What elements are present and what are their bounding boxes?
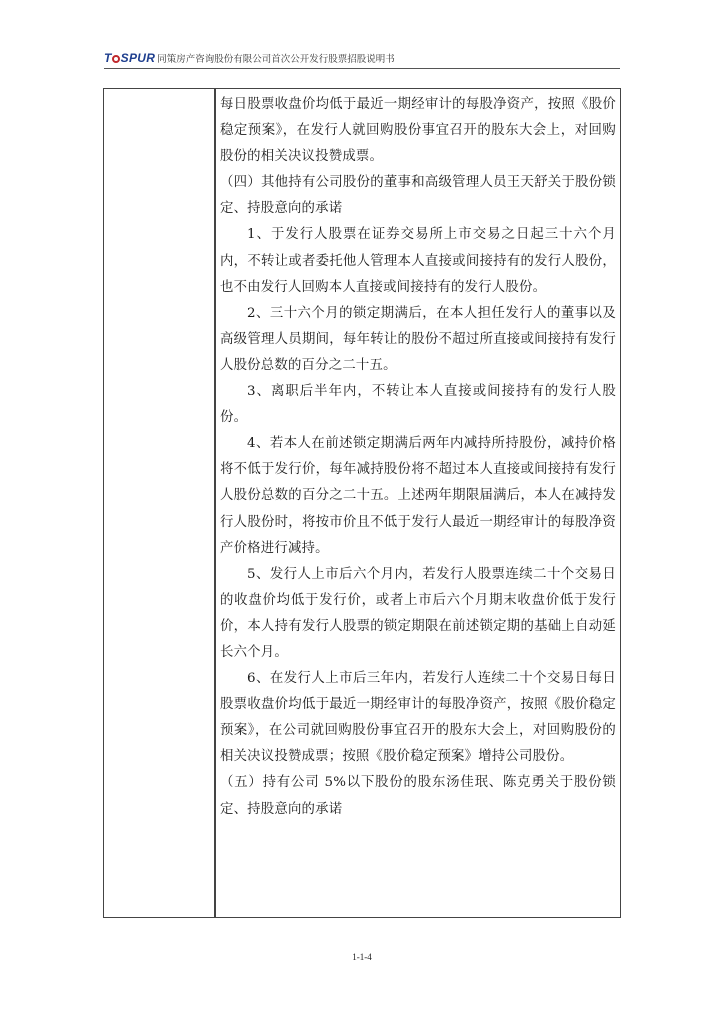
commitment-item-4: 4、若本人在前述锁定期满后两年内减持所持股份，减持价格将不低于发行价，每年减持股份将不超过本人直接或间接持有发行人股份总数的百分之二十五。上述两年期限届满后，本人在减持发行人股份时，将按市价且不低于发行人最近一期经审计的每股净资产价格进行减持。: [220, 436, 616, 556]
logo-prefix: T: [104, 51, 112, 65]
section-heading-5: （五）持有公司 5%以下股份的股东汤佳珉、陈克勇关于股份锁定、持股意向的承诺: [220, 775, 616, 817]
commitment-item-1: 1、于发行人股票在证券交易所上市交易之日起三十六个月内，不转让或者委托他人管理本人直接或间接持有的发行人股份，也不由发行人回购本人直接或间接持有的发行人股份。: [220, 227, 616, 295]
section-heading-4: （四）其他持有公司股份的董事和高级管理人员王天舒关于股份锁定、持股意向的承诺: [220, 175, 616, 217]
logo-ring-icon: [112, 55, 120, 63]
commitment-content: [220, 92, 616, 823]
commitment-item-3: 3、离职后半年内，不转让本人直接或间接持有的发行人股份。: [220, 384, 616, 426]
document-title: 同策房产咨询股份有限公司首次公开发行股票招股说明书: [157, 54, 395, 65]
table-column-divider: [214, 88, 216, 918]
page-number: 1-1-4: [352, 952, 372, 962]
commitment-item-2: 2、三十六个月的锁定期满后，在本人担任发行人的董事以及高级管理人员期间，每年转让的股份不超过所直接或间接持有发行人股份总数的百分之二十五。: [220, 305, 616, 373]
tospur-logo: [104, 51, 155, 65]
commitment-item-6: 6、在发行人上市后三年内，若发行人连续二十个交易日每日股票收盘价均低于最近一期经审计的每股净资产，按照《股价稳定预案》，在公司就回购股份事宜召开的股东大会上，对回购股份的相关决议投赞成票；按照《股价稳定预案》增持公司股份。: [220, 671, 616, 765]
commitment-item-5: 5、发行人上市后六个月内，若发行人股票连续二十个交易日的收盘价均低于发行价，或者上市后六个月期末收盘价低于发行价，本人持有发行人股票的锁定期限在前述锁定期的基础上自动延长六个月。: [220, 566, 616, 660]
paragraph: 每日股票收盘价均低于最近一期经审计的每股净资产，按照《股价稳定预案》，在发行人就回购股份事宜召开的股东大会上，对回购股份的相关决议投赞成票。: [220, 97, 616, 165]
logo-suffix: SPUR: [120, 51, 156, 65]
page-header: [104, 48, 620, 69]
